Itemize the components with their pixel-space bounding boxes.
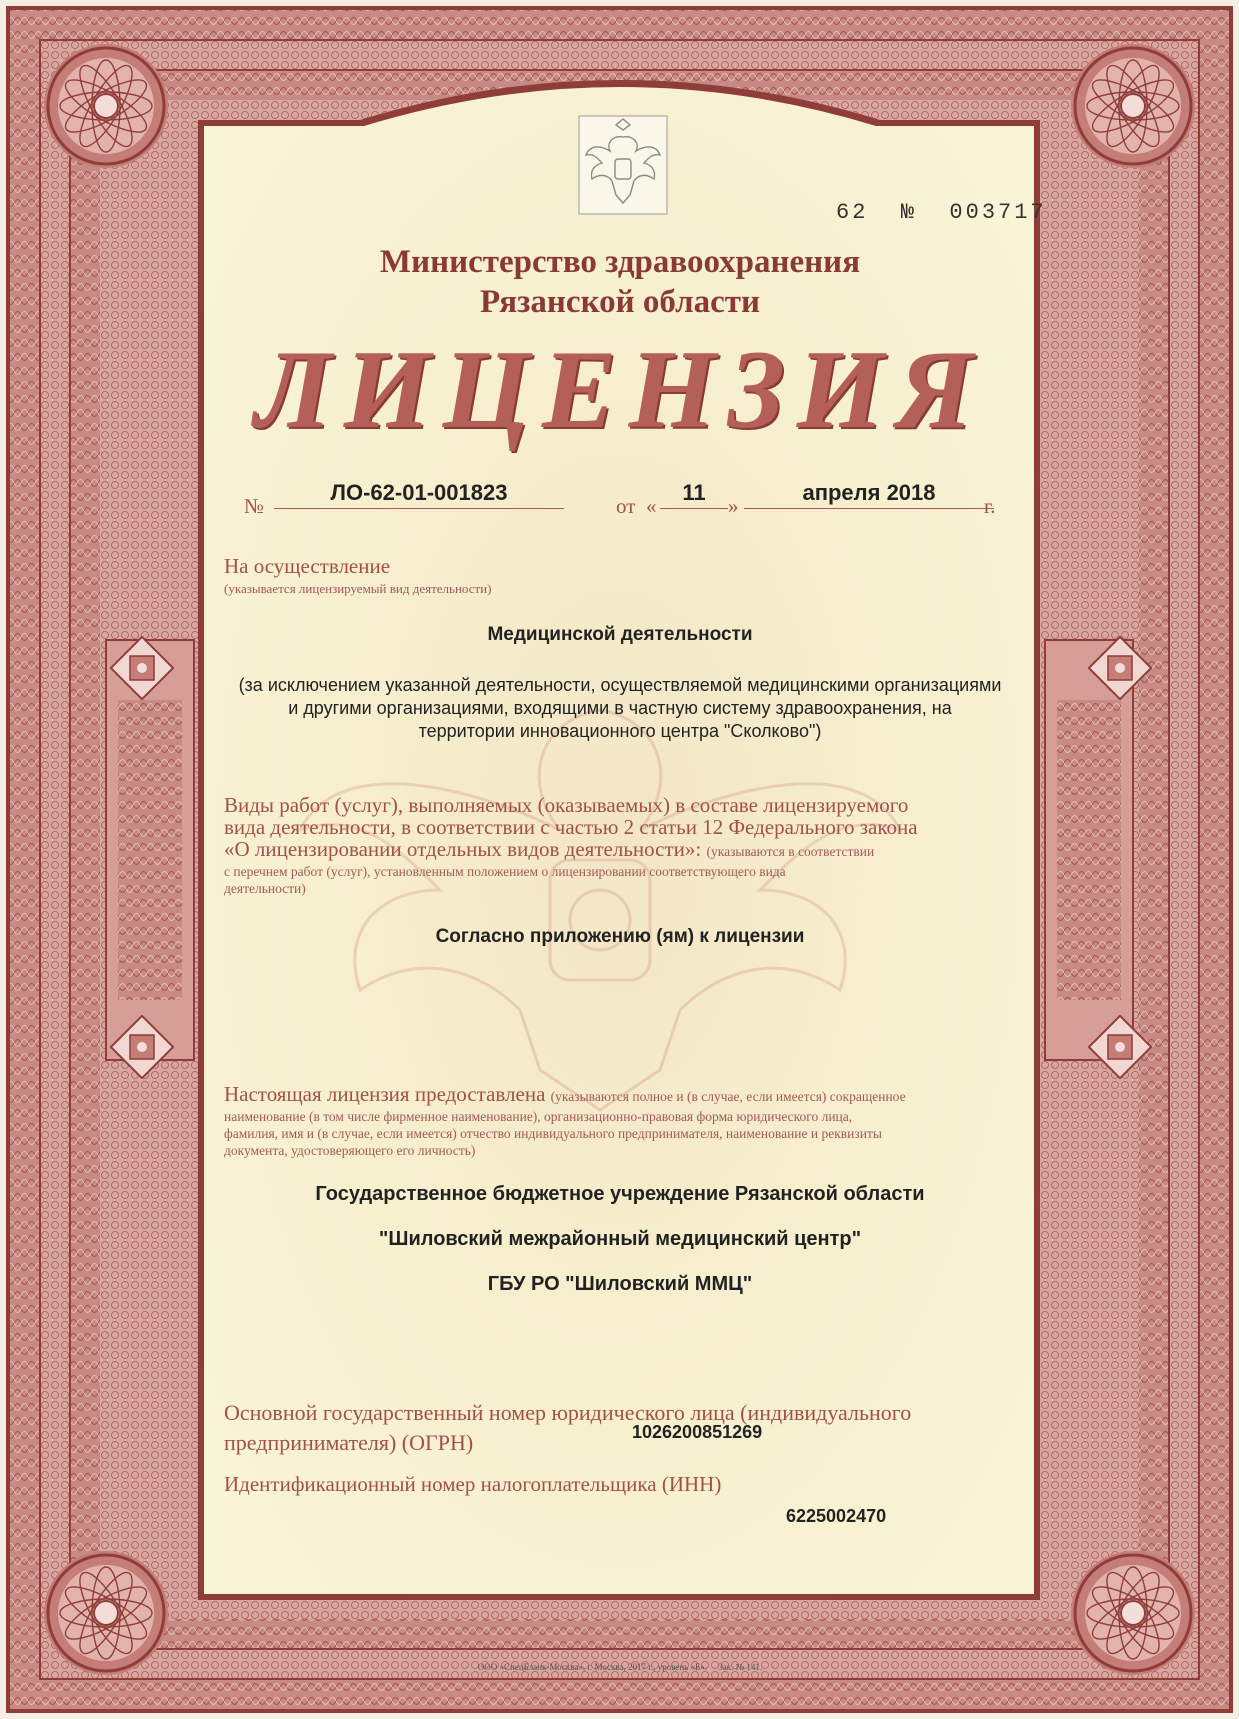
licensee-hint-inline: (указываются полное и (в случае, если имеется) сокращенное: [550, 1089, 906, 1104]
license-number: ЛО-62-01-001823: [274, 480, 564, 509]
activity-label: На осуществление: [224, 554, 391, 578]
printer-imprint: [200, 1662, 1040, 1672]
ornament-diamond-icon: [110, 636, 174, 700]
ogrn-label: [224, 1398, 1014, 1458]
activity-hint: (указывается лицензируемый вид деятельности): [224, 581, 492, 596]
serial-number: 003717: [949, 200, 1047, 225]
works-line-1: Виды работ (услуг), выполняемых (оказываемых) в составе лицензируемого: [224, 793, 909, 817]
ornament-diamond-icon: [110, 1015, 174, 1079]
order-number: Зак. № 141.: [718, 1662, 763, 1672]
licensee-label: Настоящая лицензия предоставлена: [224, 1082, 546, 1106]
year-suffix: г.: [984, 494, 996, 518]
ornament-diamond-icon: [1088, 636, 1152, 700]
works-hint-inline: (указываются в соответствии: [706, 844, 875, 859]
inn-value: 6225002470: [786, 1506, 887, 1526]
licensee-hint-line-4: документа, удостоверяющего его личность): [224, 1143, 476, 1158]
license-number-line: [244, 480, 1004, 520]
inn-label: Идентификационный номер налогоплательщика (ИНН): [224, 1472, 722, 1496]
licensee-name-line-2: "Шиловский межрайонный медицинский центр": [378, 1228, 862, 1250]
works-line-2: вида деятельности, в соответствии с частью 2 статьи 12 Федерального закона: [224, 815, 918, 839]
works-hint-line-3: деятельности): [224, 881, 306, 896]
from-label: от: [616, 494, 636, 518]
authority-line-1: Министерство здравоохранения: [379, 244, 861, 280]
license-day: 11: [660, 480, 728, 509]
quote-open: «: [646, 494, 657, 518]
corner-rosette-icon: [36, 36, 176, 176]
licensee-hint-line-2: наименование (в том числе фирменное наименование), организационно-правовая форма юридического лица,: [224, 1109, 853, 1124]
serial-series: 62: [836, 200, 869, 225]
works-value: Согласно приложению (ям) к лицензии: [435, 926, 805, 947]
licensee-short-name: ГБУ РО "Шиловский ММЦ": [487, 1273, 753, 1295]
license-month-year: апреля 2018: [744, 480, 994, 509]
serial-no-sign: №: [900, 200, 918, 225]
corner-rosette-icon: [36, 1543, 176, 1683]
number-label: №: [244, 494, 265, 518]
activity-note-line-3: территории инновационного центра "Сколково"): [418, 721, 822, 741]
ornament-diamond-icon: [1088, 1015, 1152, 1079]
authority-line-2: Рязанской области: [480, 284, 760, 320]
printer-name: ООО «СпецБланк-Москва», г. Москва, 2017 г., уровень «Б».: [477, 1662, 707, 1672]
russian-coat-of-arms-icon: [578, 115, 668, 215]
activity-value: Медицинской деятельности: [487, 624, 753, 645]
licensee-name-line-1: Государственное бюджетное учреждение Рязанской области: [315, 1183, 925, 1205]
ogrn-label-line-1: Основной государственный номер юридического лица (индивидуального: [224, 1400, 912, 1425]
licensee-section: [224, 1083, 1014, 1159]
quote-close: »: [728, 494, 739, 518]
corner-rosette-icon: [1063, 36, 1203, 176]
works-line-3: «О лицензировании отдельных видов деятельности»:: [224, 837, 702, 861]
blank-serial-number: [836, 200, 1047, 225]
activity-note-line-2: и другими организациями, входящими в частную систему здравоохранения, на: [288, 698, 952, 718]
works-hint-line-2: с перечнем работ (услуг), установленным положением о лицензировании соответствующего вида: [224, 864, 786, 879]
activity-note: [180, 674, 1060, 743]
corner-rosette-icon: [1063, 1543, 1203, 1683]
activity-note-line-1: (за исключением указанной деятельности, осуществляемой медицинскими организациями: [238, 675, 1002, 695]
document-title: ЛИЦЕНЗИЯ: [254, 328, 986, 452]
issuing-authority: [200, 242, 1040, 322]
ogrn-value: 1026200851269: [632, 1422, 763, 1442]
licensee-hint-line-3: фамилия, имя и (в случае, если имеется) отчество индивидуального предпринимателя, наименование и реквизиты: [224, 1126, 882, 1141]
works-section: [224, 794, 1014, 897]
licensee-name: [180, 1172, 1060, 1307]
ogrn-label-line-2: предпринимателя) (ОГРН): [224, 1430, 474, 1455]
